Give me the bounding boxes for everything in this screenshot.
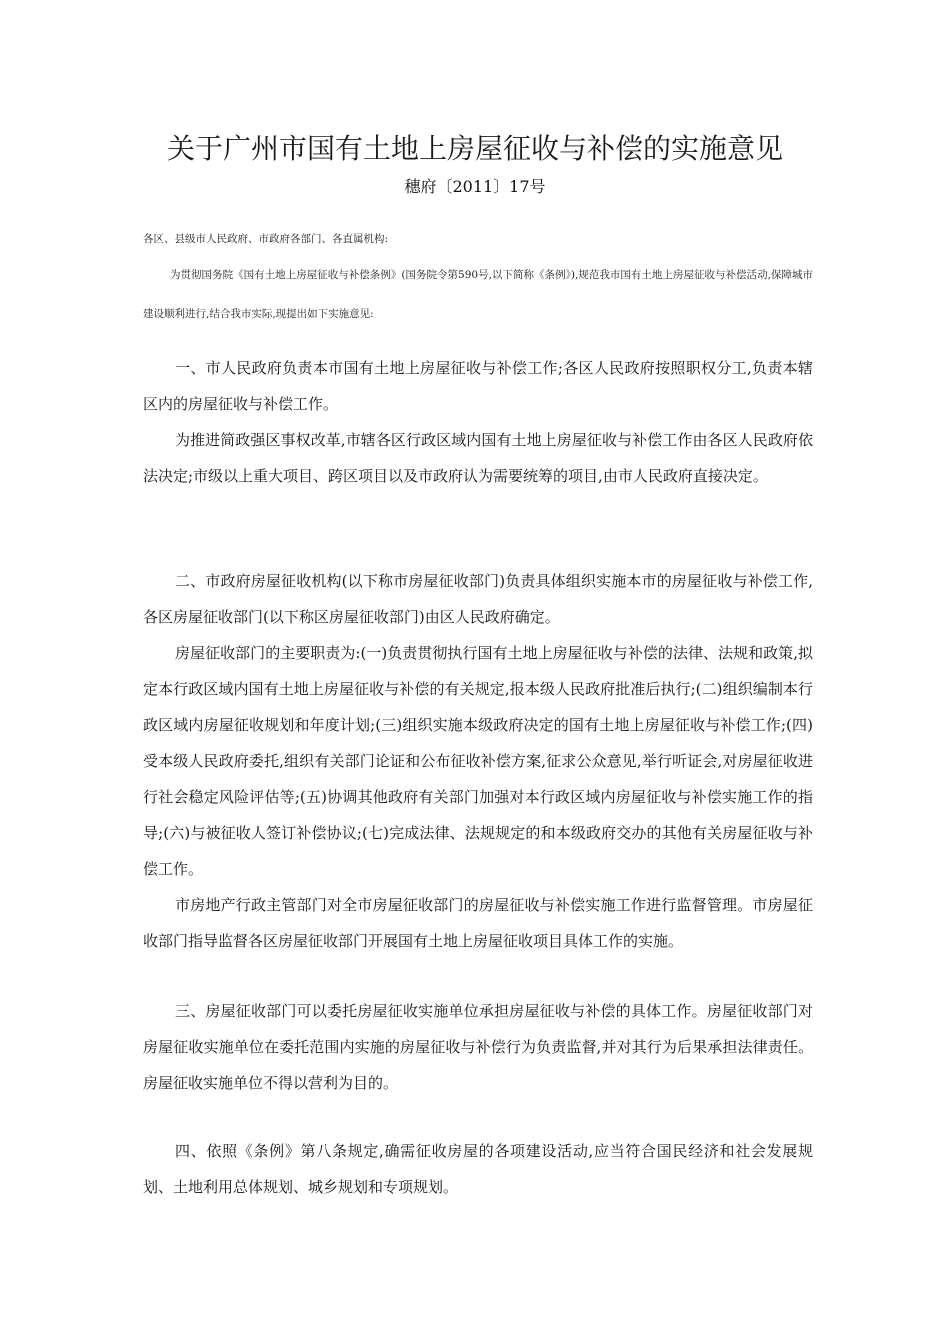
section-4 [143,1133,813,1205]
addressee-line: 各区、县级市人民政府、市政府各部门、各直属机构: [143,233,389,245]
section-4-paragraph-1: 四、依照《条例》第八条规定,确需征收房屋的各项建设活动,应当符合国民经济和社会发展规划、土地利用总体规划、城乡规划和专项规划。 [143,1142,813,1196]
section-2 [143,563,813,959]
preface-paragraph: 为贯彻国务院《国有土地上房屋征收与补偿条例》(国务院令第590号,以下简称《条例》),规范我市国有土地上房屋征收与补偿活动,保障城市建设顺利进行,结合我市实际,现提出如下实施意见: [143,269,813,320]
section-2-paragraph-3: 市房地产行政主管部门对全市房屋征收部门的房屋征收与补偿实施工作进行监督管理。市房屋征收部门指导监督各区房屋征收部门开展国有土地上房屋征收项目具体工作的实施。 [143,896,813,950]
section-1-paragraph-2: 为推进简政强区事权改革,市辖各区行政区域内国有土地上房屋征收与补偿工作由各区人民政府依法决定;市级以上重大项目、跨区项目以及市政府认为需要统筹的项目,由市人民政府直接决定。 [143,431,813,485]
section-3 [143,993,813,1101]
section-1 [143,350,813,494]
section-1-paragraph-1: 一、市人民政府负责本市国有土地上房屋征收与补偿工作;各区人民政府按照职权分工,负责本辖区内的房屋征收与补偿工作。 [143,359,813,413]
document-number: 穗府〔2011〕17号 [404,177,546,196]
section-2-paragraph-2: 房屋征收部门的主要职责为:(一)负责贯彻执行国有土地上房屋征收与补偿的法律、法规和政策,拟定本行政区域内国有土地上房屋征收与补偿的有关规定,报本级人民政府批准后执行;(二)组织编制本行政区域内房屋征收规划和年度计划;(三)组织实施本级政府决定的国有土地上房屋征收与补偿工作;(四)受本级人民政府委托,组织有关部门论证和公布征收补偿方案,征求公众意见,举行听证会,对房屋征收进行社会稳定风险评估等;(五)协调其他政府有关部门加强对本行政区域内房屋征收与补偿实施工作的指导;(六)与被征收人签订补偿协议;(七)完成法律、法规规定的和本级政府交办的其他有关房屋征收与补偿工作。 [143,644,813,878]
document-title: 关于广州市国有土地上房屋征收与补偿的实施意见 [166,132,783,165]
section-2-paragraph-1: 二、市政府房屋征收机构(以下称市房屋征收部门)负责具体组织实施本市的房屋征收与补偿工作,各区房屋征收部门(以下称区房屋征收部门)由区人民政府确定。 [143,572,813,626]
section-3-paragraph-1: 三、房屋征收部门可以委托房屋征收实施单位承担房屋征收与补偿的具体工作。房屋征收部门对房屋征收实施单位在委托范围内实施的房屋征收与补偿行为负责监督,并对其行为后果承担法律责任。房屋征收实施单位不得以营利为目的。 [143,1002,813,1092]
